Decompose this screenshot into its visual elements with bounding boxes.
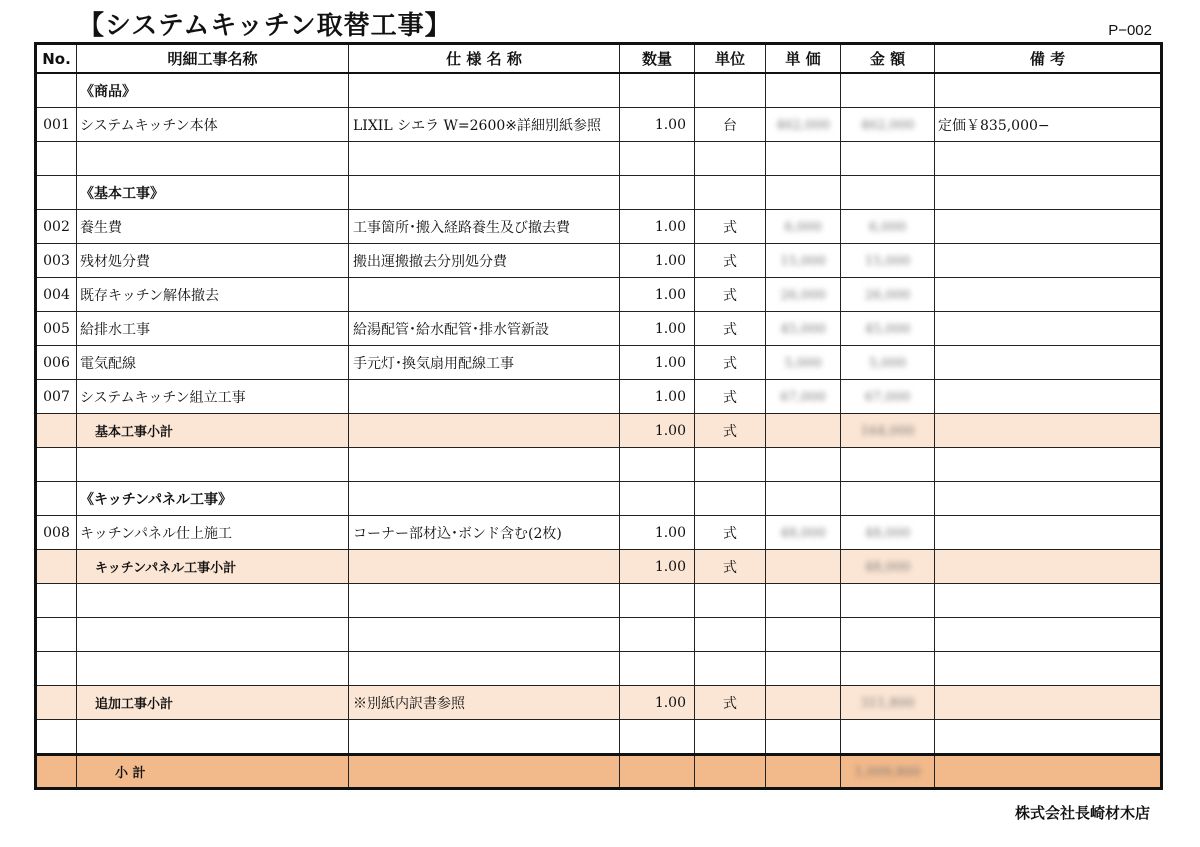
item-name-cell: 《キッチンパネル工事》 — [77, 482, 349, 516]
amount-cell — [841, 482, 935, 516]
item-name-cell: キッチンパネル仕上施工 — [77, 516, 349, 550]
item-name-cell — [77, 720, 349, 755]
table-row — [36, 720, 1162, 755]
spec-name-cell — [349, 618, 620, 652]
remarks-cell — [935, 346, 1162, 380]
remarks-cell — [935, 142, 1162, 176]
remarks-cell — [935, 210, 1162, 244]
quantity-cell: 1.00 — [620, 686, 695, 720]
spec-name-cell — [349, 176, 620, 210]
row-no-cell: 005 — [36, 312, 77, 346]
quantity-cell: 1.00 — [620, 346, 695, 380]
spec-name-cell — [349, 652, 620, 686]
spec-name-cell: 手元灯･換気扇用配線工事 — [349, 346, 620, 380]
table-row — [36, 618, 1162, 652]
blurred-value: 45,000 — [780, 321, 826, 337]
spec-name-cell — [349, 380, 620, 414]
quantity-cell: 1.00 — [620, 312, 695, 346]
table-row — [36, 380, 1162, 414]
item-name-cell: 《商品》 — [77, 73, 349, 108]
unit-cell — [695, 618, 766, 652]
quantity-cell — [620, 142, 695, 176]
row-no-cell: 001 — [36, 108, 77, 142]
item-name-cell: 《基本工事》 — [77, 176, 349, 210]
unit-cell: 式 — [695, 210, 766, 244]
unit-price-cell — [766, 584, 841, 618]
unit-price-cell — [766, 312, 841, 346]
row-no-cell: 007 — [36, 380, 77, 414]
unit-price-cell — [766, 346, 841, 380]
remarks-cell — [935, 278, 1162, 312]
amount-cell — [841, 73, 935, 108]
item-name-cell: 残材処分費 — [77, 244, 349, 278]
spec-name-cell — [349, 550, 620, 584]
spec-name-cell — [349, 584, 620, 618]
unit-cell — [695, 142, 766, 176]
row-no-cell — [36, 73, 77, 108]
quantity-cell — [620, 482, 695, 516]
unit-cell: 式 — [695, 244, 766, 278]
subtotal-row — [36, 550, 1162, 584]
quantity-cell: 1.00 — [620, 278, 695, 312]
table-row — [36, 176, 1162, 210]
quantity-cell: 1.00 — [620, 210, 695, 244]
row-no-cell — [36, 652, 77, 686]
unit-price-cell — [766, 142, 841, 176]
remarks-cell — [935, 618, 1162, 652]
blurred-value: 462,000 — [776, 117, 830, 133]
remarks-cell — [935, 584, 1162, 618]
estimate-table — [34, 42, 1163, 790]
row-no-cell — [36, 142, 77, 176]
amount-cell — [841, 108, 935, 142]
amount-cell — [841, 618, 935, 652]
amount-cell — [841, 142, 935, 176]
unit-price-cell — [766, 516, 841, 550]
blurred-value: 1,009,800 — [854, 764, 921, 780]
quantity-cell — [620, 618, 695, 652]
table-row — [36, 448, 1162, 482]
blurred-value: 48,000 — [864, 559, 911, 575]
amount-cell — [841, 380, 935, 414]
item-name-cell — [77, 584, 349, 618]
unit-price-cell — [766, 176, 841, 210]
spec-name-cell — [349, 720, 620, 755]
remarks-cell — [935, 448, 1162, 482]
unit-price-cell — [766, 755, 841, 789]
unit-cell — [695, 482, 766, 516]
document-title: 【システムキッチン取替工事】 — [78, 11, 452, 41]
remarks-cell — [935, 550, 1162, 584]
remarks-cell — [935, 73, 1162, 108]
row-no-cell: 003 — [36, 244, 77, 278]
amount-cell — [841, 210, 935, 244]
item-name-cell: キッチンパネル工事小計 — [77, 550, 349, 584]
blurred-value: 6,000 — [868, 219, 907, 235]
amount-cell — [841, 720, 935, 755]
table-header-row — [36, 44, 1162, 74]
unit-price-cell — [766, 73, 841, 108]
col-header-name: 明細工事名称 — [77, 44, 349, 74]
blurred-value: 48,000 — [864, 525, 911, 541]
unit-price-cell — [766, 652, 841, 686]
remarks-cell — [935, 686, 1162, 720]
quantity-cell — [620, 720, 695, 755]
quantity-cell: 1.00 — [620, 414, 695, 448]
spec-name-cell — [349, 142, 620, 176]
remarks-cell: 定価￥835,000− — [935, 108, 1162, 142]
unit-price-cell — [766, 550, 841, 584]
remarks-cell — [935, 312, 1162, 346]
col-header-remarks: 備 考 — [935, 44, 1162, 74]
table-row — [36, 346, 1162, 380]
amount-cell — [841, 550, 935, 584]
amount-cell — [841, 686, 935, 720]
table-row — [36, 652, 1162, 686]
unit-price-cell — [766, 448, 841, 482]
spec-name-cell — [349, 482, 620, 516]
spec-name-cell — [349, 414, 620, 448]
row-no-cell — [36, 414, 77, 448]
table-body — [36, 73, 1162, 789]
unit-cell: 式 — [695, 346, 766, 380]
row-no-cell: 004 — [36, 278, 77, 312]
row-no-cell — [36, 720, 77, 755]
unit-cell — [695, 176, 766, 210]
spec-name-cell: 給湯配管･給水配管･排水管新設 — [349, 312, 620, 346]
amount-cell — [841, 414, 935, 448]
table-row — [36, 142, 1162, 176]
total-row — [36, 755, 1162, 789]
row-no-cell: 006 — [36, 346, 77, 380]
col-header-unit-price: 単 価 — [766, 44, 841, 74]
table-row — [36, 108, 1162, 142]
amount-cell — [841, 346, 935, 380]
unit-price-cell — [766, 210, 841, 244]
unit-price-cell — [766, 414, 841, 448]
remarks-cell — [935, 244, 1162, 278]
item-name-cell: 給排水工事 — [77, 312, 349, 346]
remarks-cell — [935, 755, 1162, 789]
unit-price-cell — [766, 720, 841, 755]
item-name-cell: 既存キッチン解体撤去 — [77, 278, 349, 312]
spec-name-cell: ※別紙内訳書参照 — [349, 686, 620, 720]
row-no-cell — [36, 686, 77, 720]
unit-price-cell — [766, 108, 841, 142]
col-header-qty: 数量 — [620, 44, 695, 74]
remarks-cell — [935, 176, 1162, 210]
quantity-cell — [620, 755, 695, 789]
col-header-no: No. — [36, 44, 77, 74]
row-no-cell — [36, 448, 77, 482]
item-name-cell: 基本工事小計 — [77, 414, 349, 448]
spec-name-cell: コーナー部材込･ボンド含む(2枚) — [349, 516, 620, 550]
amount-cell — [841, 448, 935, 482]
blurred-value: 15,000 — [864, 253, 911, 269]
blurred-value: 15,000 — [780, 253, 826, 269]
col-header-unit: 単位 — [695, 44, 766, 74]
unit-price-cell — [766, 482, 841, 516]
item-name-cell: システムキッチン本体 — [77, 108, 349, 142]
blurred-value: 26,000 — [780, 287, 826, 303]
row-no-cell — [36, 550, 77, 584]
item-name-cell: 電気配線 — [77, 346, 349, 380]
quantity-cell: 1.00 — [620, 108, 695, 142]
table-row — [36, 312, 1162, 346]
amount-cell — [841, 312, 935, 346]
item-name-cell: システムキッチン組立工事 — [77, 380, 349, 414]
blurred-value: 6,000 — [784, 219, 822, 235]
remarks-cell — [935, 720, 1162, 755]
unit-price-cell — [766, 278, 841, 312]
item-name-cell — [77, 652, 349, 686]
row-no-cell — [36, 618, 77, 652]
quantity-cell: 1.00 — [620, 380, 695, 414]
table-row — [36, 73, 1162, 108]
table-row — [36, 584, 1162, 618]
unit-cell: 式 — [695, 380, 766, 414]
blurred-value: 5,000 — [868, 355, 907, 371]
unit-cell: 式 — [695, 516, 766, 550]
item-name-cell: 小 計 — [77, 755, 349, 789]
blurred-value: 26,000 — [864, 287, 911, 303]
blurred-value: 67,000 — [780, 389, 826, 405]
amount-cell — [841, 176, 935, 210]
table-row — [36, 244, 1162, 278]
unit-cell: 式 — [695, 686, 766, 720]
spec-name-cell — [349, 448, 620, 482]
table-row — [36, 210, 1162, 244]
unit-cell — [695, 652, 766, 686]
remarks-cell — [935, 652, 1162, 686]
row-no-cell — [36, 482, 77, 516]
remarks-cell — [935, 516, 1162, 550]
amount-cell — [841, 584, 935, 618]
row-no-cell — [36, 176, 77, 210]
spec-name-cell: 搬出運搬撤去分別処分費 — [349, 244, 620, 278]
quantity-cell — [620, 652, 695, 686]
row-no-cell: 008 — [36, 516, 77, 550]
company-name: 株式会社長崎材木店 — [1014, 804, 1150, 822]
blurred-value: 5,000 — [784, 355, 822, 371]
unit-price-cell — [766, 686, 841, 720]
remarks-cell — [935, 482, 1162, 516]
row-no-cell — [36, 755, 77, 789]
unit-cell: 式 — [695, 312, 766, 346]
row-no-cell — [36, 584, 77, 618]
unit-price-cell — [766, 244, 841, 278]
blurred-value: 67,000 — [864, 389, 911, 405]
item-name-cell: 追加工事小計 — [77, 686, 349, 720]
item-name-cell — [77, 142, 349, 176]
blurred-value: 311,800 — [860, 695, 915, 711]
quantity-cell — [620, 73, 695, 108]
unit-cell: 台 — [695, 108, 766, 142]
table-row — [36, 516, 1162, 550]
unit-price-cell — [766, 618, 841, 652]
table-row — [36, 482, 1162, 516]
subtotal-row — [36, 414, 1162, 448]
table-row — [36, 278, 1162, 312]
blurred-value: 45,000 — [864, 321, 911, 337]
blurred-value: 48,000 — [780, 525, 826, 541]
amount-cell — [841, 244, 935, 278]
col-header-spec: 仕 様 名 称 — [349, 44, 620, 74]
blurred-value: 462,000 — [860, 117, 915, 133]
quantity-cell: 1.00 — [620, 550, 695, 584]
unit-price-cell — [766, 380, 841, 414]
unit-cell — [695, 755, 766, 789]
spec-name-cell: LIXIL シエラ W=2600※詳細別紙参照 — [349, 108, 620, 142]
remarks-cell — [935, 414, 1162, 448]
item-name-cell: 養生費 — [77, 210, 349, 244]
quantity-cell — [620, 176, 695, 210]
quantity-cell — [620, 448, 695, 482]
page-number: P−002 — [1108, 22, 1152, 39]
blurred-value: 164,000 — [860, 423, 915, 439]
unit-cell — [695, 584, 766, 618]
spec-name-cell — [349, 755, 620, 789]
amount-cell — [841, 278, 935, 312]
col-header-amount: 金 額 — [841, 44, 935, 74]
quantity-cell — [620, 584, 695, 618]
amount-cell — [841, 652, 935, 686]
quantity-cell: 1.00 — [620, 244, 695, 278]
unit-cell: 式 — [695, 278, 766, 312]
item-name-cell — [77, 618, 349, 652]
subtotal-row — [36, 686, 1162, 720]
amount-cell — [841, 516, 935, 550]
spec-name-cell: 工事箇所･搬入経路養生及び撤去費 — [349, 210, 620, 244]
remarks-cell — [935, 380, 1162, 414]
item-name-cell — [77, 448, 349, 482]
quantity-cell: 1.00 — [620, 516, 695, 550]
spec-name-cell — [349, 278, 620, 312]
unit-cell — [695, 448, 766, 482]
unit-cell — [695, 720, 766, 755]
unit-cell: 式 — [695, 550, 766, 584]
spec-name-cell — [349, 73, 620, 108]
amount-cell — [841, 755, 935, 789]
unit-cell — [695, 73, 766, 108]
row-no-cell: 002 — [36, 210, 77, 244]
unit-cell: 式 — [695, 414, 766, 448]
